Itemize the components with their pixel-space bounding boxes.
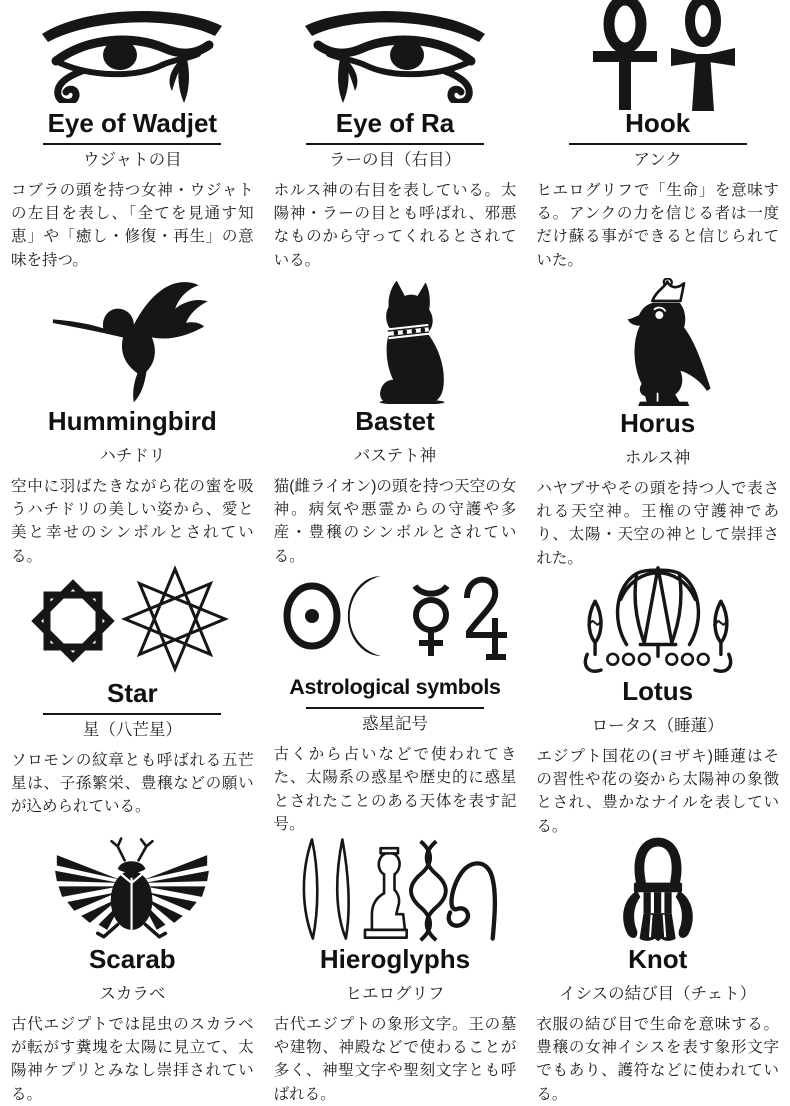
symbol-subtitle: 星（八芒星） xyxy=(82,721,182,739)
symbol-subtitle: バステト神 xyxy=(353,447,437,465)
bastet-cat-icon xyxy=(274,278,517,404)
symbol-title: Hieroglyphs xyxy=(319,944,471,974)
symbol-title: Scarab xyxy=(88,944,176,974)
symbol-title: Lotus xyxy=(622,676,694,706)
symbol-card xyxy=(534,836,781,1103)
symbol-description: ソロモンの紋章とも呼ばれる五芒星は、子孫繁栄、豊穣などの願いが込められている。 xyxy=(11,752,254,816)
scarab-icon xyxy=(11,836,254,942)
symbol-title: Astrological symbols xyxy=(289,675,501,700)
symbol-subtitle: ウジャトの目 xyxy=(82,151,182,169)
symbol-description: 空中に羽ばたきながら花の蜜を吸うハチドリの美しい姿から、愛と美と幸せのシンボルとされている。 xyxy=(11,478,254,565)
title-underline xyxy=(306,143,484,145)
symbol-subtitle: ホルス神 xyxy=(624,449,691,467)
symbol-subtitle: スカラベ xyxy=(99,985,166,1003)
symbol-subtitle: ロータス（睡蓮） xyxy=(591,717,724,735)
symbol-subtitle: ヒエログリフ xyxy=(345,985,445,1003)
hieroglyphs-icon xyxy=(274,836,517,942)
title-underline xyxy=(306,707,484,709)
symbol-title: Hummingbird xyxy=(47,406,217,436)
title-underline xyxy=(43,713,221,715)
hummingbird-icon xyxy=(11,278,254,404)
symbol-subtitle: アンク xyxy=(633,151,682,169)
symbol-title: Star xyxy=(107,678,158,708)
tyet-knot-icon xyxy=(536,836,779,942)
symbol-description: 古くから占いなどで使われてきた、太陽系の惑星や歴史的に惑星とされたことのある天体を表す記号。 xyxy=(273,746,517,833)
symbol-card xyxy=(272,836,519,1103)
symbol-description: エジプト国花の(ヨザキ)睡蓮はその習性や花の姿から太陽神の象徴とされ、豊かなナイルを表している。 xyxy=(536,748,779,835)
symbol-subtitle: イシスの結び目（チェト） xyxy=(559,985,757,1003)
symbol-title: Bastet xyxy=(355,406,435,436)
eye-of-ra-icon xyxy=(274,0,517,106)
symbol-card xyxy=(9,558,256,836)
eight-pointed-star-icon xyxy=(11,558,254,676)
symbol-card xyxy=(272,558,519,836)
horus-falcon-icon xyxy=(536,278,779,406)
astrological-symbols-icon xyxy=(274,558,517,670)
title-underline xyxy=(43,143,221,145)
lotus-icon xyxy=(536,558,779,674)
ankh-icon xyxy=(536,0,779,106)
symbol-description: ホルス神の右目を表している。太陽神・ラーの目とも呼ばれ、邪悪なものから守ってくれるとされている。 xyxy=(273,182,517,269)
symbol-title: Horus xyxy=(620,408,696,438)
symbol-card xyxy=(9,278,256,565)
symbol-description: 猫(雌ライオン)の頭を持つ天空の女神。病気や悪霊からの守護や多産・豊穣のシンボルとされている。 xyxy=(273,478,517,565)
symbol-description: ハヤブサやその頭を持つ人で表される天空神。王権の守護神であり、太陽・天空の神として崇拝された。 xyxy=(536,480,779,567)
symbol-description: ヒエログリフで「生命」を意味する。アンクの力を信じる者は一度だけ蘇る事ができると信じられていた。 xyxy=(536,182,779,269)
symbol-card xyxy=(534,0,781,278)
title-underline xyxy=(569,143,747,145)
symbol-card xyxy=(534,558,781,836)
symbol-subtitle: 惑星記号 xyxy=(361,715,428,734)
symbol-subtitle: ハチドリ xyxy=(99,447,166,465)
symbol-title: Eye of Wadjet xyxy=(47,108,218,138)
symbol-card xyxy=(534,278,781,567)
symbol-title: Knot xyxy=(628,944,688,974)
symbol-title: Hook xyxy=(625,108,691,138)
symbol-card xyxy=(9,836,256,1103)
symbol-description: コブラの頭を持つ女神・ウジャトの左目を表し、「全てを見通す知恵」や「癒し・修復・再生」の意味を持つ。 xyxy=(11,182,254,269)
symbol-card xyxy=(272,0,519,278)
eye-of-wadjet-icon xyxy=(11,0,254,106)
symbol-card xyxy=(272,278,519,565)
symbol-description: 古代エジプトの象形文字。王の墓や建物、神殿などで使わることが多く、神聖文字や聖刻文字とも呼ばれる。 xyxy=(273,1016,517,1103)
symbol-description: 衣服の結び目で生命を意味する。豊穣の女神イシスを表す象形文字でもあり、護符などに使われている。 xyxy=(536,1016,779,1103)
symbol-card xyxy=(9,0,256,278)
symbol-subtitle: ラーの目（右目） xyxy=(328,151,461,169)
symbol-title: Eye of Ra xyxy=(335,108,455,138)
symbol-description: 古代エジプトでは昆虫のスカラベが転がす糞塊を太陽に見立て、太陽神ケプリとみなし崇拝されている。 xyxy=(11,1016,254,1103)
